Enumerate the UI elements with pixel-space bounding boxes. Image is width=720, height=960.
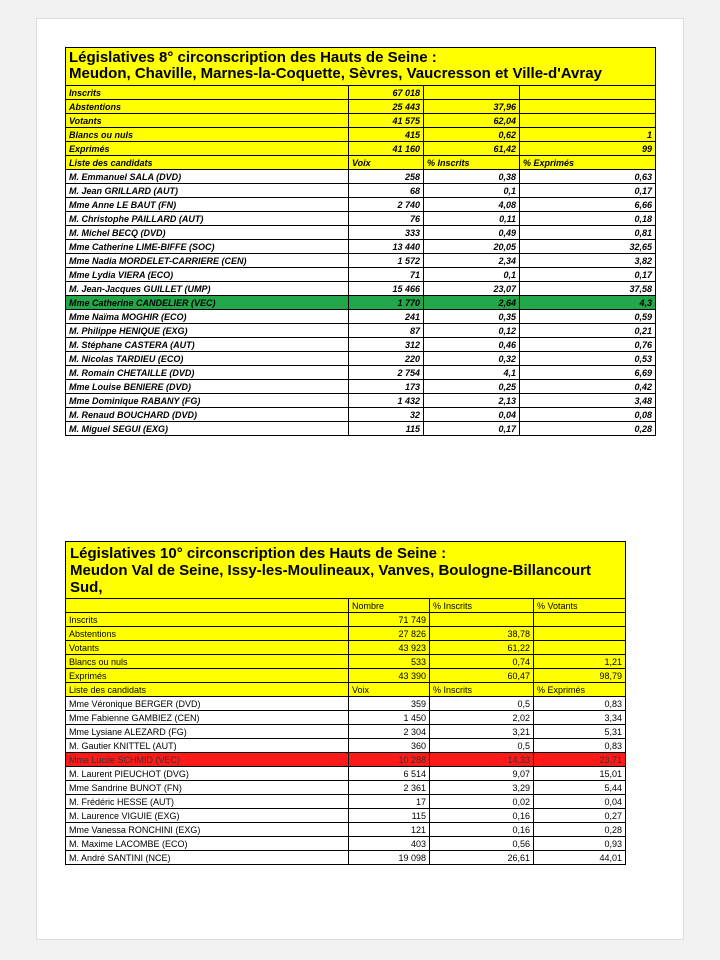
pct-inscrits-cell: 0,12 [424,324,520,338]
count-cell: Nombre [349,599,430,613]
label-cell: Exprimés [66,669,349,683]
count-cell: 10 288 [349,753,430,767]
label-cell: M. Romain CHETAILLE (DVD) [66,366,349,380]
pct-third-cell: 0,17 [520,268,656,282]
count-cell: 173 [349,380,424,394]
label-cell: Mme Catherine CANDELIER (VEC) [66,296,349,310]
candidate-row [66,795,626,809]
pct-inscrits-cell: 0,46 [424,338,520,352]
count-cell: 312 [349,338,424,352]
label-cell: Mme Dominique RABANY (FG) [66,394,349,408]
label-cell: Mme Fabienne GAMBIEZ (CEN) [66,711,349,725]
pct-third-cell: 6,66 [520,198,656,212]
label-cell: M. Jean-Jacques GUILLET (UMP) [66,282,349,296]
count-cell: 533 [349,655,430,669]
summary-row [66,627,626,641]
pct-inscrits-cell: 38,78 [430,627,534,641]
candidate-row [66,324,656,338]
count-cell: 333 [349,226,424,240]
count-cell: 2 740 [349,198,424,212]
count-cell: 32 [349,408,424,422]
label-cell: Liste des candidats [66,683,349,697]
label-cell: Exprimés [66,142,349,156]
label-cell: Inscrits [66,86,349,100]
pct-inscrits-cell: 0,17 [424,422,520,436]
summary-row [66,86,656,100]
pct-third-cell: % Exprimés [534,683,626,697]
pct-inscrits-cell: 0,11 [424,212,520,226]
candidate-row [66,380,656,394]
summary-row [66,100,656,114]
pct-third-cell: 0,28 [520,422,656,436]
title-line-2: Meudon Val de Seine, Issy-les-Moulineaux, Vanves, Boulogne-Billancourt Sud, [70,562,591,596]
count-cell: 6 514 [349,767,430,781]
pct-inscrits-cell [424,86,520,100]
label-cell: M. Michel BECQ (DVD) [66,226,349,240]
summary-row [66,669,626,683]
count-cell: 415 [349,128,424,142]
pct-inscrits-cell [430,613,534,627]
summary-row [66,613,626,627]
pct-third-cell: 0,76 [520,338,656,352]
pct-third-cell: % Exprimés [520,156,656,170]
count-cell: 67 018 [349,86,424,100]
label-cell: Mme Anne LE BAUT (FN) [66,198,349,212]
label-cell: Mme Lydia VIERA (ECO) [66,268,349,282]
candidate-row [66,338,656,352]
count-cell: 220 [349,352,424,366]
count-cell: 27 826 [349,627,430,641]
pct-inscrits-cell: % Inscrits [430,599,534,613]
pct-inscrits-cell: 0,5 [430,739,534,753]
pct-third-cell: 32,65 [520,240,656,254]
count-cell: 403 [349,837,430,851]
pct-inscrits-cell: 2,13 [424,394,520,408]
pct-third-cell [534,641,626,655]
label-cell: Abstentions [66,100,349,114]
document-page [36,18,684,940]
title-line-2: Meudon, Chaville, Marnes-la-Coquette, Sèvres, Vaucresson et Ville-d'Avray [69,65,602,82]
pct-inscrits-cell: 26,61 [430,851,534,865]
candidate-row [66,739,626,753]
summary-row [66,655,626,669]
count-cell: 76 [349,212,424,226]
pct-inscrits-cell: 20,05 [424,240,520,254]
pct-inscrits-cell: 61,22 [430,641,534,655]
count-cell: 2 361 [349,781,430,795]
candidate-row [66,781,626,795]
pct-third-cell: 0,28 [534,823,626,837]
pct-inscrits-cell: 3,21 [430,725,534,739]
count-cell: 241 [349,310,424,324]
count-cell: 17 [349,795,430,809]
summary-row [66,128,656,142]
results-table-8th-constituency [65,47,656,436]
candidate-row [66,823,626,837]
pct-third-cell: 1,21 [534,655,626,669]
count-cell: 87 [349,324,424,338]
summary-row [66,114,656,128]
pct-inscrits-cell: 0,32 [424,352,520,366]
pct-inscrits-cell: 0,38 [424,170,520,184]
pct-third-cell: 0,27 [534,809,626,823]
candidate-row [66,268,656,282]
pct-inscrits-cell: 2,64 [424,296,520,310]
table-title [66,542,626,599]
label-cell: Mme Naïma MOGHIR (ECO) [66,310,349,324]
pct-third-cell: 4,3 [520,296,656,310]
pct-inscrits-cell: 2,34 [424,254,520,268]
candidate-row [66,767,626,781]
candidate-row [66,837,626,851]
candidate-row [66,408,656,422]
title-line-1: Législatives 10° circonscription des Hauts de Seine : [70,545,447,562]
label-cell: M. Miguel SEGUI (EXG) [66,422,349,436]
candidate-row [66,422,656,436]
label-cell: Mme Lysiane ALEZARD (FG) [66,725,349,739]
pct-inscrits-cell: 0,74 [430,655,534,669]
table-title-row [66,542,626,599]
pct-third-cell: 0,83 [534,739,626,753]
pct-inscrits-cell: 37,96 [424,100,520,114]
pct-third-cell: 0,59 [520,310,656,324]
pct-third-cell: 6,69 [520,366,656,380]
pct-third-cell: 99 [520,142,656,156]
label-cell: M. Laurent PIEUCHOT (DVG) [66,767,349,781]
candidate-row [66,226,656,240]
count-cell: 1 450 [349,711,430,725]
table-title-row [66,48,656,86]
summary-row [66,641,626,655]
candidate-row [66,697,626,711]
pct-third-cell: 0,17 [520,184,656,198]
title-line-1: Législatives 8° circonscription des Hauts de Seine : [69,49,437,66]
pct-inscrits-cell: 0,1 [424,268,520,282]
label-cell: Inscrits [66,613,349,627]
pct-third-cell: 0,81 [520,226,656,240]
pct-third-cell: 37,58 [520,282,656,296]
count-cell: 43 390 [349,669,430,683]
label-cell: M. Frédéric HESSE (AUT) [66,795,349,809]
pct-inscrits-cell: 0,16 [430,823,534,837]
label-cell: M. André SANTINI (NCE) [66,851,349,865]
candidate-row [66,240,656,254]
pct-third-cell: 44,01 [534,851,626,865]
count-cell: 68 [349,184,424,198]
candidate-row [66,212,656,226]
label-cell: M. Laurence VIGUIE (EXG) [66,809,349,823]
pct-inscrits-cell: 23,07 [424,282,520,296]
count-cell: Voix [349,683,430,697]
pct-third-cell: 0,83 [534,697,626,711]
pct-third-cell: 1 [520,128,656,142]
pct-inscrits-cell: % Inscrits [424,156,520,170]
label-cell: M. Renaud BOUCHARD (DVD) [66,408,349,422]
count-cell: 121 [349,823,430,837]
label-cell: Mme Vanessa RONCHINI (EXG) [66,823,349,837]
pct-inscrits-cell: 60,47 [430,669,534,683]
table-title [66,48,656,86]
pct-inscrits-cell: 0,04 [424,408,520,422]
label-cell: Liste des candidats [66,156,349,170]
pct-third-cell [534,613,626,627]
candidate-row [66,296,656,310]
pct-third-cell [520,86,656,100]
pct-third-cell: 0,93 [534,837,626,851]
pct-third-cell: 0,53 [520,352,656,366]
count-cell: 71 [349,268,424,282]
label-cell: Mme Lucile SCHMID (VEC) [66,753,349,767]
pct-inscrits-cell: 2,02 [430,711,534,725]
pct-third-cell: 5,31 [534,725,626,739]
candidate-row [66,711,626,725]
pct-inscrits-cell: 14,33 [430,753,534,767]
pct-third-cell: 98,79 [534,669,626,683]
label-cell: Votants [66,641,349,655]
pct-inscrits-cell: 3,29 [430,781,534,795]
pct-third-cell: 15,01 [534,767,626,781]
count-cell: 41 160 [349,142,424,156]
count-cell: 25 443 [349,100,424,114]
count-cell: 2 304 [349,725,430,739]
label-cell: Mme Sandrine BUNOT (FN) [66,781,349,795]
candidate-row [66,198,656,212]
label-cell: M. Philippe HENIQUE (EXG) [66,324,349,338]
pct-inscrits-cell: 62,04 [424,114,520,128]
pct-third-cell: 0,63 [520,170,656,184]
count-cell: 359 [349,697,430,711]
candidate-row [66,254,656,268]
pct-inscrits-cell: % Inscrits [430,683,534,697]
label-cell: Abstentions [66,627,349,641]
label-cell: M. Jean GRILLARD (AUT) [66,184,349,198]
candidate-row [66,170,656,184]
pct-inscrits-cell: 0,62 [424,128,520,142]
candidate-row [66,851,626,865]
pct-inscrits-cell: 9,07 [430,767,534,781]
pct-third-cell: 0,08 [520,408,656,422]
pct-third-cell: 3,34 [534,711,626,725]
label-cell: Blancs ou nuls [66,128,349,142]
pct-inscrits-cell: 0,02 [430,795,534,809]
label-cell: Mme Véronique BERGER (DVD) [66,697,349,711]
count-cell: 115 [349,422,424,436]
pct-inscrits-cell: 0,35 [424,310,520,324]
pct-inscrits-cell: 0,49 [424,226,520,240]
candidate-row [66,394,656,408]
pct-third-cell: 3,82 [520,254,656,268]
count-cell: 1 432 [349,394,424,408]
candidate-row [66,753,626,767]
label-cell: Mme Catherine LIME-BIFFE (SOC) [66,240,349,254]
pct-inscrits-cell: 4,08 [424,198,520,212]
count-cell: 1 572 [349,254,424,268]
results-table-10th-constituency [65,541,626,865]
pct-inscrits-cell: 0,56 [430,837,534,851]
count-cell: 41 575 [349,114,424,128]
candidate-row [66,366,656,380]
count-cell: 15 466 [349,282,424,296]
candidate-row [66,725,626,739]
pct-third-cell: % Votants [534,599,626,613]
pct-inscrits-cell: 0,5 [430,697,534,711]
count-cell: 2 754 [349,366,424,380]
pct-third-cell: 3,48 [520,394,656,408]
pct-inscrits-cell: 0,1 [424,184,520,198]
candidate-row [66,310,656,324]
label-cell [66,599,349,613]
pct-inscrits-cell: 0,16 [430,809,534,823]
pct-third-cell: 0,18 [520,212,656,226]
summary-row [66,142,656,156]
label-cell: Mme Nadia MORDELET-CARRIERE (CEN) [66,254,349,268]
label-cell: M. Nicolas TARDIEU (ECO) [66,352,349,366]
pct-third-cell: 0,04 [534,795,626,809]
pct-inscrits-cell: 0,25 [424,380,520,394]
pct-third-cell [534,627,626,641]
count-cell: Voix [349,156,424,170]
candidates-header-row [66,156,656,170]
column-header-row [66,599,626,613]
label-cell: M. Emmanuel SALA (DVD) [66,170,349,184]
label-cell: M. Stéphane CASTERA (AUT) [66,338,349,352]
pct-third-cell: 5,44 [534,781,626,795]
pct-third-cell [520,100,656,114]
pct-third-cell: 23,71 [534,753,626,767]
label-cell: M. Gautier KNITTEL (AUT) [66,739,349,753]
label-cell: Blancs ou nuls [66,655,349,669]
label-cell: Votants [66,114,349,128]
count-cell: 43 923 [349,641,430,655]
pct-third-cell [520,114,656,128]
count-cell: 71 749 [349,613,430,627]
candidates-header-row [66,683,626,697]
count-cell: 13 440 [349,240,424,254]
count-cell: 1 770 [349,296,424,310]
pct-third-cell: 0,21 [520,324,656,338]
count-cell: 360 [349,739,430,753]
label-cell: Mme Louise BENIERE (DVD) [66,380,349,394]
candidate-row [66,809,626,823]
pct-inscrits-cell: 4,1 [424,366,520,380]
candidate-row [66,352,656,366]
count-cell: 19 098 [349,851,430,865]
candidate-row [66,184,656,198]
pct-inscrits-cell: 61,42 [424,142,520,156]
count-cell: 258 [349,170,424,184]
count-cell: 115 [349,809,430,823]
label-cell: M. Christophe PAILLARD (AUT) [66,212,349,226]
pct-third-cell: 0,42 [520,380,656,394]
label-cell: M. Maxime LACOMBE (ECO) [66,837,349,851]
candidate-row [66,282,656,296]
